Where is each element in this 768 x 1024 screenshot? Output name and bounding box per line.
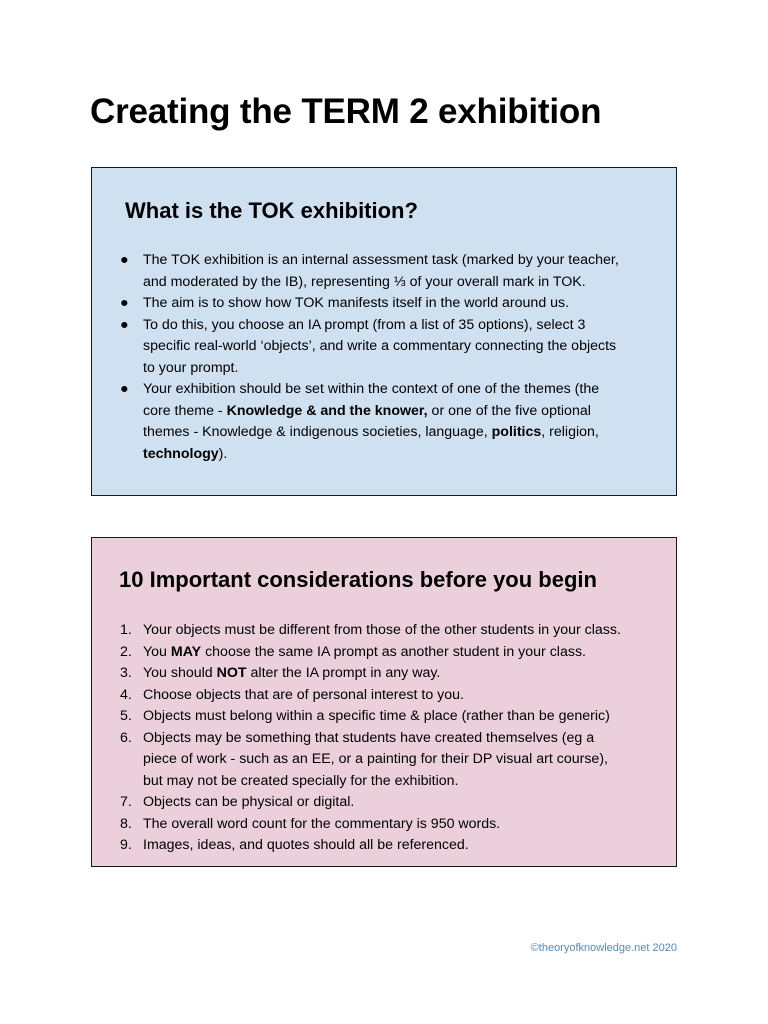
numbered-item: [120, 620, 630, 642]
bullet-marker: ●: [120, 295, 129, 311]
bullet-item: [120, 293, 630, 315]
item-text: The overall word count for the commentary is 950 words.: [143, 815, 501, 832]
bold-text: MAY: [170, 643, 202, 660]
item-number: 6.: [120, 729, 132, 746]
bullet-marker: ●: [120, 316, 129, 333]
tok-exhibition-heading: What is the TOK exhibition?: [125, 198, 418, 223]
item-text: Objects must belong within a specific time & place (rather than be generic): [143, 708, 610, 724]
tok-exhibition-info-box: [91, 167, 677, 496]
numbered-item: [120, 835, 630, 857]
item-text: Choose objects that are of personal interest to you.: [143, 686, 464, 703]
item-number: 1.: [120, 622, 132, 638]
numbered-item: [120, 792, 630, 814]
bullet-marker: ●: [120, 252, 129, 268]
item-text: Images, ideas, and quotes should all be referenced.: [143, 837, 469, 853]
tok-exhibition-bullet-list: [120, 250, 630, 465]
bullet-marker: ●: [120, 381, 129, 397]
item-number: 8.: [120, 815, 132, 832]
numbered-item: [120, 814, 630, 836]
item-number: 4.: [120, 686, 132, 703]
item-number: 2.: [120, 643, 132, 660]
considerations-heading: 10 Important considerations before you begin: [119, 567, 597, 592]
bold-text: technology: [143, 445, 219, 462]
item-text: The TOK exhibition is an internal assessment task (marked by your teacher, and moderated by the IB), representing ⅓ of your overall mark in TOK.: [143, 252, 619, 290]
bold-text: NOT: [216, 665, 247, 681]
considerations-numbered-list: [120, 620, 630, 857]
bold-text: politics: [491, 424, 542, 440]
item-text: alter the IA prompt in any way.: [246, 665, 441, 681]
item-number: 3.: [120, 665, 132, 681]
numbered-item: [120, 728, 630, 793]
item-text: You should: [143, 665, 217, 681]
bullet-item: [120, 315, 630, 380]
item-text: , religion,: [541, 424, 599, 440]
page-title: Creating the TERM 2 exhibition: [90, 92, 602, 131]
numbered-item: [120, 685, 630, 707]
copyright-footer: ©theoryofknowledge.net 2020: [530, 942, 677, 954]
numbered-item: [120, 706, 630, 728]
bold-text: Knowledge & and the knower,: [226, 402, 428, 419]
item-text: Your objects must be different from those of the other students in your class.: [143, 622, 621, 638]
item-number: 5.: [120, 708, 132, 724]
item-text: ).: [218, 445, 228, 462]
item-text: Your exhibition should be set within the context of one of the themes (the core theme -: [143, 381, 600, 419]
numbered-item: [120, 642, 630, 664]
item-number: 7.: [120, 794, 132, 810]
item-text: To do this, you choose an IA prompt (from a list of 35 options), select 3 specific real-world ‘objects’, and write a commentary connecting the objects to your prompt.: [143, 316, 617, 376]
item-text: Objects may be something that students have created themselves (eg a piece of work - such as an EE, or a painting for their DP visual art course), but may not be created specially for the exhibition.: [143, 729, 608, 789]
item-text: choose the same IA prompt as another student in your class.: [201, 643, 586, 660]
item-text: or one of the five optional themes - Knowledge & indigenous societies, language,: [143, 402, 591, 440]
bullet-item: [120, 379, 630, 465]
item-text: Objects can be physical or digital.: [143, 794, 355, 810]
numbered-item: [120, 663, 630, 685]
item-text: You: [143, 643, 171, 660]
considerations-box: [91, 537, 677, 867]
item-number: 9.: [120, 837, 132, 853]
bullet-item: [120, 250, 630, 293]
item-text: The aim is to show how TOK manifests itself in the world around us.: [143, 295, 570, 311]
